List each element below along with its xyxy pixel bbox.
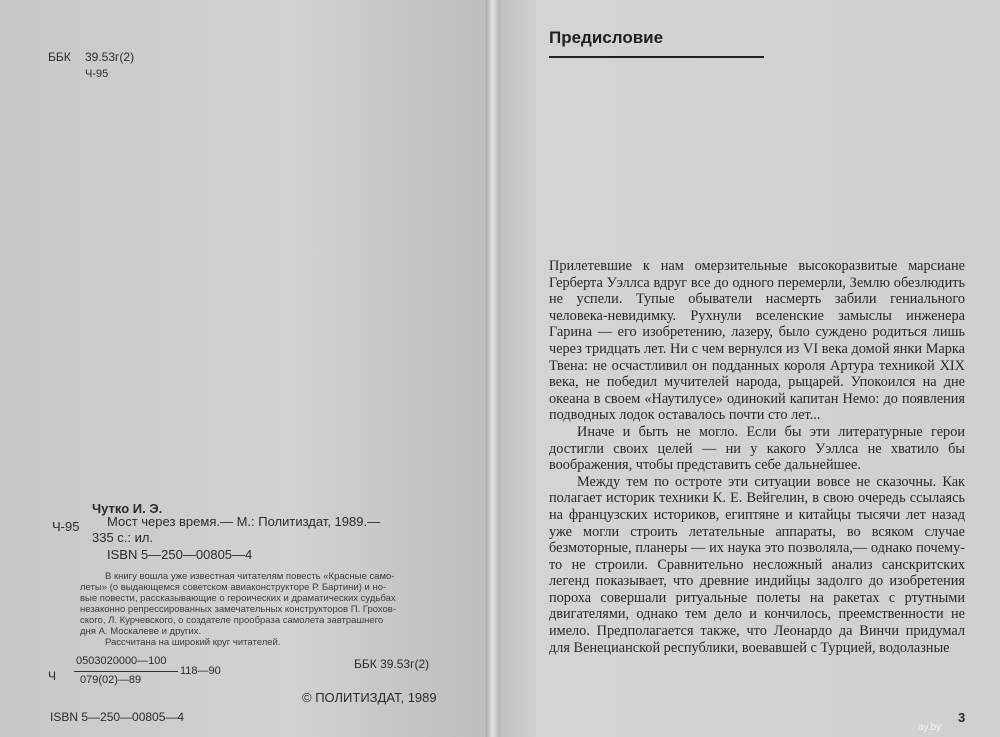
classification-suffix: 118—90 (180, 665, 221, 677)
annotation-line: В книгу вошла уже известная читателям повесть «Красные само- (105, 571, 395, 582)
classification-numerator: 0503020000—100 (76, 655, 167, 667)
paragraph: Прилетевшие к нам омерзительные высокоразвитые марсиане Герберта Уэллса вдруг все до одного перемерли, Землю обезлюдить не успели. Тупые обыватели насмерть забили гениального человека-невидимку. Рухнули вселенские замыслы инженера Гарина — его изобретению, лазеру, было суждено родиться лишь через тридцать лет. Ни с чем вернулся из VI века домой янки Марка Твена: не осчастливил он подданных короля Артура техникой XIX века, не победил мучителей народа, рыцарей. Упокоился на дне океана в своем «Наутилусе» одинокий капитан Немо: до появления подводных лодок оставалось почти сто лет... (549, 258, 965, 424)
annotation-line: Рассчитана на широкий круг читателей. (105, 637, 281, 648)
annotation-line: незаконно репрессированных замечательных конструкторов П. Грохов- (80, 604, 397, 615)
annotation-line: ского, Л. Курчевского, о создателе прообраза самолета завтрашнего (80, 615, 384, 626)
bbk-bottom: ББК 39.53г(2) (354, 657, 430, 671)
page-heading: Предисловие (549, 28, 664, 47)
page-number: 3 (958, 710, 966, 725)
fraction-bar (74, 671, 178, 672)
author-mark-side: Ч-95 (52, 519, 80, 534)
watermark: ay.by (918, 722, 942, 733)
annotation-line: дня А. Москалеве и других. (80, 626, 202, 637)
annotation-line: леты» (о выдающемся советском авиаконструкторе Р. Бартини) и но- (80, 582, 387, 593)
classification-denominator: 079(02)—89 (80, 674, 142, 686)
heading-rule (549, 56, 764, 58)
isbn-line: ISBN 5—250—00805—4 (107, 547, 253, 562)
paragraph: Иначе и быть не могло. Если бы эти литературные герои достигли своих целей — ни у какого Уэллса не хватило бы воображения, чтобы представить себе дальнейшее. (549, 423, 965, 474)
paragraph: Между тем по остроте эти ситуации вовсе не сказочны. Как полагает историк техники К. Е. Вейгелин, в свою очередь ссылаясь на французских историков, египтяне и китайцы тысячи лет назад уже могли строить летательные аппараты, во всяком случае безмоторные, планеры — их наука это позволяла,— однако почему-то не строили. Сравнительно несложный анализ санскритских легенд показывает, что древние индийцы задолго до изобретения пороха совершали ритуальные полеты на ракетах с ртутными двигателями, однако тем дело и кончилось, преемственности не имело. Предполагается также, что Леонардо да Винчи придумал для Венецианской республики, воевавшей с Турцией, водолазные (549, 473, 965, 656)
author-name: Чутко И. Э. (92, 501, 163, 516)
body-text (549, 258, 965, 656)
publisher-line: © ПОЛИТИЗДАТ, 1989 (302, 690, 437, 705)
classification-letter: Ч (48, 669, 56, 683)
annotation (80, 571, 470, 648)
author-mark-top: Ч-95 (85, 68, 109, 80)
isbn-bottom: ISBN 5—250—00805—4 (50, 710, 185, 724)
book-gutter (486, 0, 500, 737)
annotation-line: вые повести, рассказывающие о героических и драматических судьбах (80, 593, 396, 604)
title-line: Мост через время.— М.: Политиздат, 1989.— (107, 514, 381, 529)
pages-line: 335 с.: ил. (92, 530, 154, 545)
bbk-top-label: ББК (48, 50, 71, 64)
bbk-top-code: 39.53г(2) (85, 50, 135, 64)
